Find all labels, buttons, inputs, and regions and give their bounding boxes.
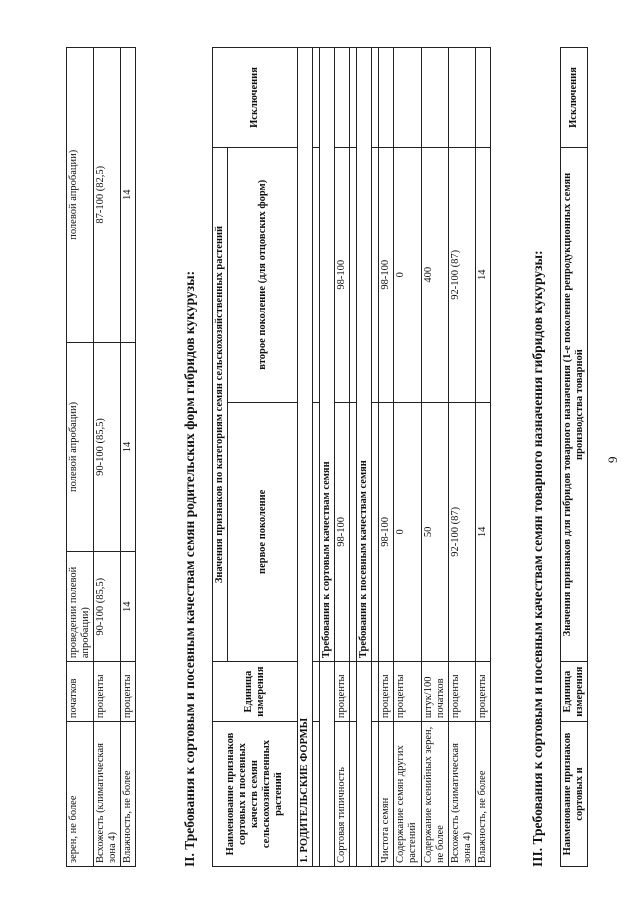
table-cell: зерен, не более bbox=[67, 722, 94, 867]
page-number: 9 bbox=[605, 456, 620, 463]
header-exceptions: Исключения bbox=[561, 48, 588, 148]
section-3-title: III. Требования к сортовым и посевным качествам семян товарного назначения гибридов кукурузы: bbox=[530, 250, 545, 867]
table-cell: проценты bbox=[448, 662, 475, 722]
table-cell: 90-100 (85,5) bbox=[94, 342, 121, 552]
table-cell: 14 bbox=[121, 552, 136, 662]
table-cell: 0 bbox=[394, 402, 421, 662]
table-row bbox=[121, 48, 136, 867]
table-row bbox=[379, 48, 394, 867]
subheader-row bbox=[357, 48, 372, 867]
table-cell: проценты bbox=[475, 662, 490, 722]
table-cell: штук/100 початков bbox=[421, 662, 448, 722]
header-values: Значения признаков по категориям семян сельскохозяйственных растений bbox=[213, 147, 228, 661]
section-2-table bbox=[212, 47, 491, 867]
table-row bbox=[394, 48, 421, 867]
table-cell: проценты bbox=[94, 662, 121, 722]
top-table bbox=[66, 47, 136, 867]
table-cell: 14 bbox=[475, 147, 490, 402]
table-cell: 98-100 bbox=[379, 147, 394, 402]
table-cell: проведении полевой апробации) bbox=[67, 552, 94, 662]
header-name: Наименование признаков сортовых и bbox=[561, 722, 588, 867]
table-cell: 14 bbox=[121, 342, 136, 552]
header-unit: Единица измерения bbox=[561, 662, 588, 722]
table-cell: Содержание семян других растений bbox=[394, 722, 421, 867]
table-cell: Содержание ксенийных зерен, не более bbox=[421, 722, 448, 867]
section-2-title: II. Требования к сортовым и посевным качествам семян родительских форм гибридов кукурузы: bbox=[182, 270, 197, 867]
table-cell: Сортовая типичность bbox=[335, 722, 350, 867]
table-cell: початков bbox=[67, 662, 94, 722]
table-row bbox=[475, 48, 490, 867]
table-cell: 14 bbox=[475, 402, 490, 662]
table-cell: 87-100 (82,5) bbox=[94, 48, 121, 343]
table-cell: 98-100 bbox=[335, 147, 350, 402]
table-cell: 50 bbox=[421, 402, 448, 662]
table-row bbox=[94, 48, 121, 867]
subheader-label: Требования к посевным качествам семян bbox=[357, 48, 372, 662]
table-cell: проценты bbox=[379, 662, 394, 722]
table-cell bbox=[421, 48, 448, 148]
table-cell: Чистота семян bbox=[379, 722, 394, 867]
subheader-label: Требования к сортовым качествам семян bbox=[320, 48, 335, 662]
header-second-generation: второе поколение (для отцовских форм) bbox=[228, 147, 298, 402]
header-exceptions: Исключения bbox=[213, 48, 298, 148]
table-cell bbox=[379, 48, 394, 148]
table-cell: 90-100 (85,5) bbox=[94, 552, 121, 662]
section-3-table bbox=[560, 47, 588, 867]
table-header-row bbox=[213, 48, 228, 867]
table-cell: 14 bbox=[121, 48, 136, 343]
table-cell bbox=[475, 48, 490, 148]
table-cell bbox=[448, 48, 475, 148]
header-values: Значения признаков для гибридов товарного назначения (1-е поколение репродукционных семян производства товарной bbox=[561, 147, 588, 661]
table-cell: полевой апробации) bbox=[67, 48, 94, 343]
table-cell: 92-100 (87) bbox=[448, 402, 475, 662]
group-row bbox=[298, 48, 313, 867]
table-row bbox=[448, 48, 475, 867]
table-cell: 98-100 bbox=[335, 402, 350, 662]
table-header-row bbox=[561, 48, 588, 867]
table-cell bbox=[335, 48, 350, 148]
table-cell: 92-100 (87) bbox=[448, 147, 475, 402]
subheader-row bbox=[320, 48, 335, 867]
group-label: 1. РОДИТЕЛЬСКИЕ ФОРМЫ bbox=[298, 48, 313, 867]
table-cell: 400 bbox=[421, 147, 448, 402]
table-cell: 98-100 bbox=[379, 402, 394, 662]
table-row bbox=[335, 48, 350, 867]
header-first-generation: первое поколение bbox=[228, 402, 298, 662]
table-cell: Всхожесть (климатическая зона 4) bbox=[448, 722, 475, 867]
table-cell: Влажность, не более bbox=[475, 722, 490, 867]
table-cell: проценты bbox=[335, 662, 350, 722]
table-cell: проценты bbox=[394, 662, 421, 722]
header-name: Наименование признаков сортовых и посевных качеств семян сельскохозяйственных растений bbox=[213, 722, 298, 867]
header-unit: Единица измерения bbox=[213, 662, 298, 722]
table-row bbox=[67, 48, 94, 867]
table-cell: полевой апробации) bbox=[67, 342, 94, 552]
table-cell: Влажность, не более bbox=[121, 722, 136, 867]
table-cell: Всхожесть (климатическая зона 4) bbox=[94, 722, 121, 867]
table-row bbox=[421, 48, 448, 867]
table-cell: 0 bbox=[394, 147, 421, 402]
table-cell: проценты bbox=[121, 662, 136, 722]
table-cell bbox=[394, 48, 421, 148]
